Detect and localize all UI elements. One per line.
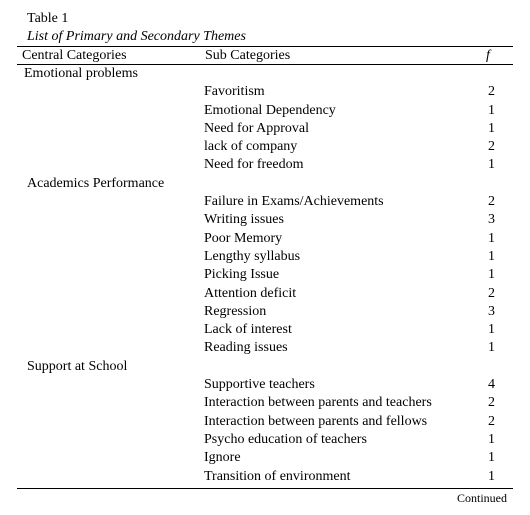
table-row (0, 266, 530, 284)
frequency-cell: 1 (488, 431, 495, 447)
frequency-cell: 1 (488, 102, 495, 118)
sub-category-cell: lack of company (204, 139, 298, 155)
frequency-cell: 1 (488, 120, 495, 136)
frequency-cell: 1 (488, 468, 495, 484)
table-row (0, 120, 530, 138)
sub-category-cell: Interaction between parents and teachers (204, 395, 432, 411)
frequency-cell: 2 (488, 139, 495, 155)
sub-category-cell: Writing issues (204, 212, 284, 228)
frequency-cell: 2 (488, 413, 495, 429)
table-row (0, 468, 530, 486)
table-row (0, 285, 530, 303)
table-bottom-rule (17, 488, 513, 489)
header-frequency: f (486, 48, 490, 63)
sub-category-cell: Psycho education of teachers (204, 431, 367, 447)
table-row (0, 83, 530, 101)
table-row (0, 248, 530, 266)
table-row (0, 413, 530, 431)
central-category-cell: Support at School (27, 358, 128, 374)
sub-category-cell: Favoritism (204, 84, 265, 100)
frequency-cell: 1 (488, 230, 495, 246)
frequency-cell: 1 (488, 322, 495, 338)
header-central-categories: Central Categories (22, 48, 127, 63)
sub-category-cell: Failure in Exams/Achievements (204, 194, 384, 210)
frequency-cell: 2 (488, 84, 495, 100)
table-row (0, 321, 530, 339)
sub-category-cell: Lengthy syllabus (204, 248, 301, 264)
table-row (0, 230, 530, 248)
frequency-cell: 1 (488, 340, 495, 356)
table-row (0, 102, 530, 120)
table-row (0, 211, 530, 229)
sub-category-cell: Supportive teachers (204, 377, 315, 393)
table-row (0, 376, 530, 394)
table-top-rule (17, 46, 513, 47)
sub-category-cell: Picking Issue (204, 267, 280, 283)
sub-category-cell: Poor Memory (204, 230, 283, 246)
sub-category-cell: Reading issues (204, 340, 288, 356)
table-number: Table 1 (27, 11, 69, 26)
table-row (0, 394, 530, 412)
table-row (0, 449, 530, 467)
central-category-cell: Academics Performance (27, 175, 165, 191)
frequency-cell: 4 (488, 377, 495, 393)
table-row (0, 358, 530, 376)
sub-category-cell: Regression (204, 303, 267, 319)
sub-category-cell: Need for Approval (204, 120, 309, 136)
table-body (0, 65, 530, 486)
table-row (0, 65, 530, 83)
sub-category-cell: Lack of interest (204, 322, 292, 338)
sub-category-cell: Need for freedom (204, 157, 304, 173)
frequency-cell: 1 (488, 248, 495, 264)
table-row (0, 193, 530, 211)
table-row (0, 431, 530, 449)
sub-category-cell: Interaction between parents and fellows (204, 413, 428, 429)
table-title: List of Primary and Secondary Themes (27, 29, 246, 44)
sub-category-cell: Emotional Dependency (204, 102, 336, 118)
frequency-cell: 1 (488, 450, 495, 466)
frequency-cell: 3 (488, 303, 495, 319)
table-row (0, 303, 530, 321)
frequency-cell: 2 (488, 285, 495, 301)
sub-category-cell: Attention deficit (204, 285, 297, 301)
sub-category-cell: Ignore (204, 450, 241, 466)
frequency-cell: 1 (488, 267, 495, 283)
table-row (0, 156, 530, 174)
header-sub-categories: Sub Categories (205, 48, 291, 63)
table-row (0, 175, 530, 193)
table-row (0, 339, 530, 357)
frequency-cell: 2 (488, 395, 495, 411)
continued-label: Continued (457, 491, 507, 505)
central-category-cell: Emotional problems (24, 66, 138, 81)
frequency-cell: 2 (488, 194, 495, 210)
frequency-cell: 1 (488, 157, 495, 173)
frequency-cell: 3 (488, 212, 495, 228)
sub-category-cell: Transition of environment (204, 468, 351, 484)
table-row (0, 138, 530, 156)
